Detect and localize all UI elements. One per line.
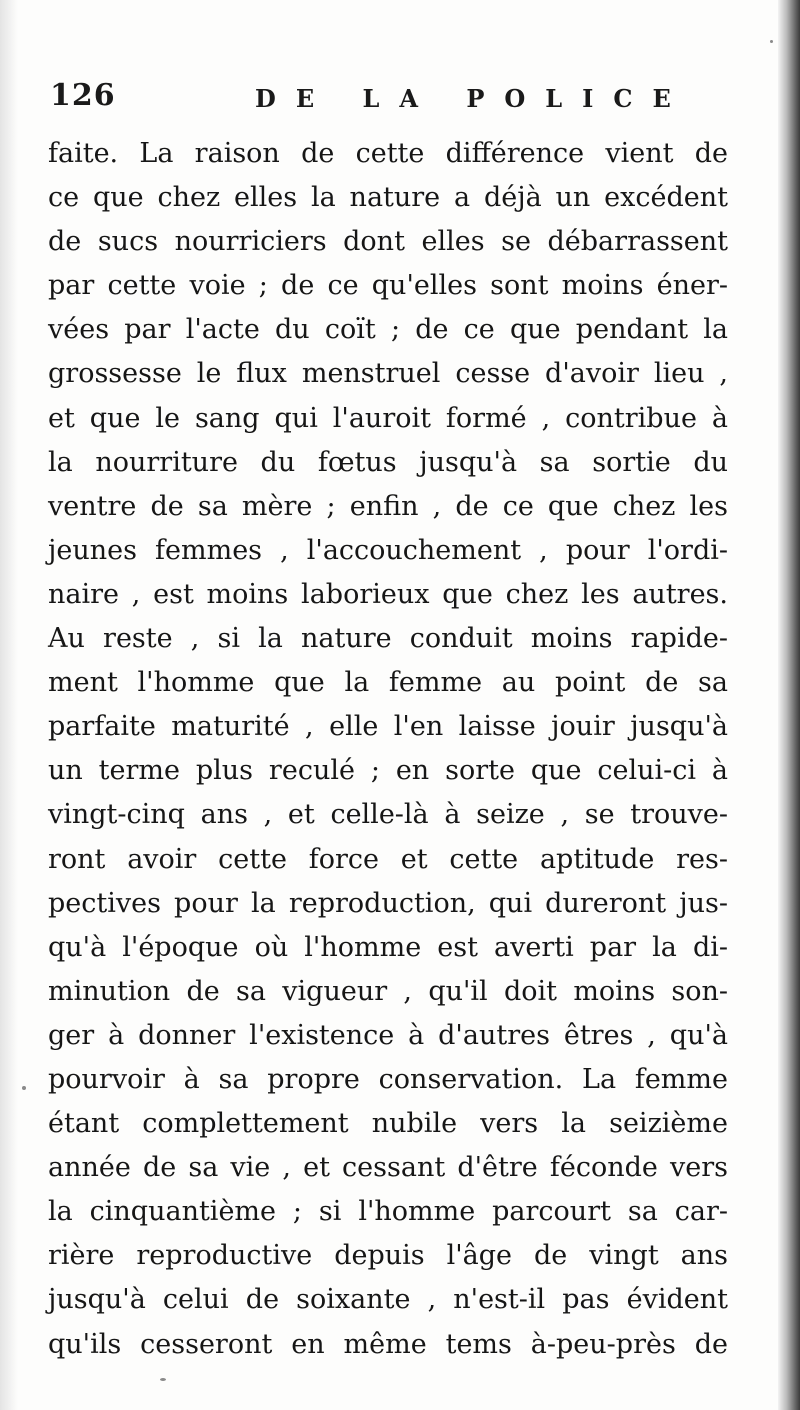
text-line: ger à donner l'existence à d'autres êtres , qu'à [48, 1019, 728, 1051]
text-line: ce que chez elles la nature a déjà un excédent [48, 182, 728, 214]
text-line: Au reste , si la nature conduit moins rapide- [48, 623, 728, 655]
paper-speck [770, 40, 773, 43]
text-line: ventre de sa mère ; enfin , de ce que chez les [48, 490, 728, 522]
text-line: par cette voie ; de ce qu'elles sont moins éner- [48, 270, 728, 302]
page-right-shadow [778, 0, 800, 1410]
text-line: ment l'homme que la femme au point de sa [48, 667, 728, 699]
text-line: vingt-cinq ans , et celle-là à seize , se trouve- [48, 799, 728, 831]
body-text [48, 132, 728, 1367]
paper-speck [22, 1086, 26, 1090]
text-line: un terme plus reculé ; en sorte que celui-ci à [48, 755, 728, 787]
running-head: DE LA POLICE [255, 84, 691, 113]
text-line: la nourriture du fœtus jusqu'à sa sortie du [48, 446, 728, 478]
page-left-shadow [0, 0, 18, 1410]
text-line: naire , est moins laborieux que chez les autres. [48, 578, 728, 610]
text-line: ront avoir cette force et cette aptitude res- [48, 843, 728, 875]
text-line: faite. La raison de cette différence vient de [48, 138, 728, 169]
text-line: et que le sang qui l'auroit formé , contribue à [48, 402, 728, 434]
text-line: année de sa vie , et cessant d'être féconde vers [48, 1152, 728, 1184]
text-line: qu'ils cesseront en même tems à-peu-près de [48, 1328, 728, 1360]
page-header [40, 78, 740, 118]
text-line: rière reproductive depuis l'âge de vingt ans [48, 1240, 728, 1272]
text-line: minution de sa vigueur , qu'il doit moins son- [48, 975, 728, 1007]
text-line: la cinquantième ; si l'homme parcourt sa car- [48, 1196, 728, 1228]
text-line: grossesse le flux menstruel cesse d'avoir lieu , [48, 358, 728, 390]
text-line: vées par l'acte du coït ; de ce que pendant la [48, 314, 728, 346]
text-line: de sucs nourriciers dont elles se débarrassent [48, 226, 728, 258]
text-line: parfaite maturité , elle l'en laisse jouir jusqu'à [48, 711, 728, 743]
text-line: qu'à l'époque où l'homme est averti par la di- [48, 931, 728, 963]
text-line: jusqu'à celui de soixante , n'est-il pas évident [48, 1284, 728, 1316]
text-line: jeunes femmes , l'accouchement , pour l'ordi- [48, 534, 728, 566]
text-line: pourvoir à sa propre conservation. La femme [48, 1063, 728, 1095]
text-line: étant complettement nubile vers la seizième [48, 1108, 728, 1140]
text-line: pectives pour la reproduction, qui dureront jus- [48, 887, 728, 919]
page-number: 126 [50, 78, 116, 113]
paper-speck [160, 1378, 166, 1381]
